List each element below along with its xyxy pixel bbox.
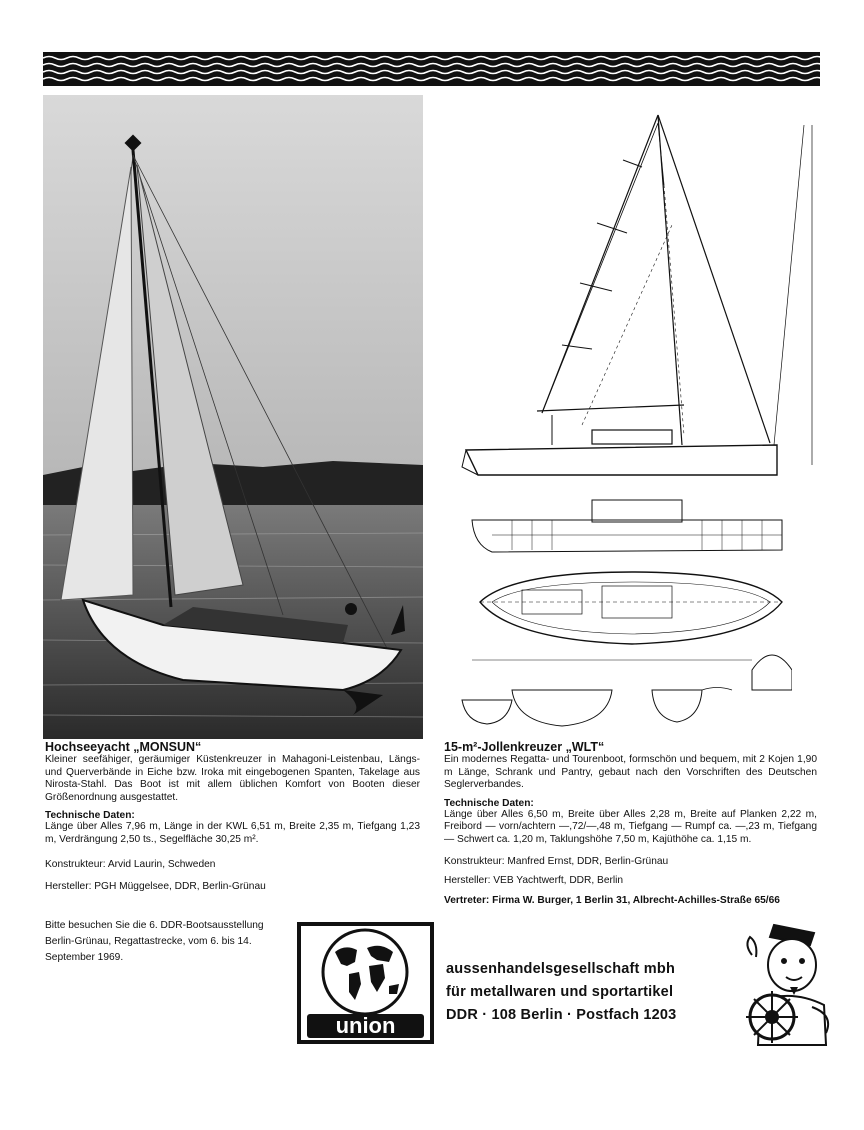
wlt-description: Ein modernes Regatta- und Tourenboot, formschön und bequem, mit 2 Kojen 1,90 m Länge, Schrank und Pantry, gebaut nach den Vorschriften des Deutschen Seglerverbandes.: [444, 754, 817, 791]
sail-plan-drawing: [452, 105, 822, 490]
yacht-photo: [43, 95, 423, 739]
hull-plan-drawing: [452, 490, 792, 735]
monsun-title: Hochseeyacht „MONSUN“: [45, 740, 202, 754]
exhibition-notice: Bitte besuchen Sie die 6. DDR-Bootsausstellung Berlin-Grünau, Regattastrecke, vom 6. bis 14. September 1969.: [45, 920, 264, 963]
union-logo: [297, 922, 434, 1044]
wlt-section: [444, 740, 817, 907]
monsun-description: Kleiner seefähiger, geräumiger Küstenkreuzer in Mahagoni-Leistenbau, Längs- und Querverbände in Eiche bzw. Iroka mit eingebogenen Spanten, Takelage aus Nirosta-Stahl. Das Boot ist mit allem üblichen Komfort von Booten dieser Größenordnung ausgestattet.: [45, 754, 420, 803]
monsun-tech-data: Länge über Alles 7,96 m, Länge in der KWL 6,51 m, Breite 2,35 m, Tiefgang 1,23 m, Verdrängung 2,50 ts., Segelfläche 30,25 m².: [45, 821, 420, 845]
globe-icon: [323, 930, 407, 1014]
monsun-manufacturer: Hersteller: PGH Müggelsee, DDR, Berlin-Grünau: [45, 881, 266, 893]
wave-band-decoration: [43, 52, 820, 86]
monsun-tech-heading: Technische Daten:: [45, 810, 135, 822]
monsun-designer: Konstrukteur: Arvid Laurin, Schweden: [45, 858, 216, 870]
wlt-manufacturer: Hersteller: VEB Yachtwerft, DDR, Berlin: [444, 875, 624, 887]
wlt-designer: Konstrukteur: Manfred Ernst, DDR, Berlin-Grünau: [444, 855, 669, 867]
wlt-tech-heading: Technische Daten:: [444, 797, 534, 809]
company-address: [446, 958, 726, 1027]
company-line-1: aussenhandelsgesellschaft mbh: [446, 961, 676, 977]
monsun-section: [45, 740, 420, 894]
sailor-mascot-icon: [722, 915, 840, 1050]
wlt-title: 15-m²-Jollenkreuzer „WLT“: [444, 740, 605, 754]
company-line-2: für metallwaren und sportartikel: [446, 984, 674, 1000]
logo-text: union: [335, 1013, 396, 1038]
wlt-tech-data: Länge über Alles 6,50 m, Breite über Alles 2,28 m, Breite auf Planken 2,22 m, Freibord — vorn/achtern —,72/—,48 m, Tiefgang — Rumpf ca. —,23 m, Tiefgang — Schwert ca. 1,20 m, Taklungshöhe 7,50 m, Kajüthöhe ca. 1,15 m.: [444, 808, 817, 845]
wlt-representative: Vertreter: Firma W. Burger, 1 Berlin 31, Albrecht-Achilles-Straße 65/66: [444, 894, 780, 906]
company-line-3: DDR · 108 Berlin · Postfach 1203: [446, 1007, 677, 1023]
